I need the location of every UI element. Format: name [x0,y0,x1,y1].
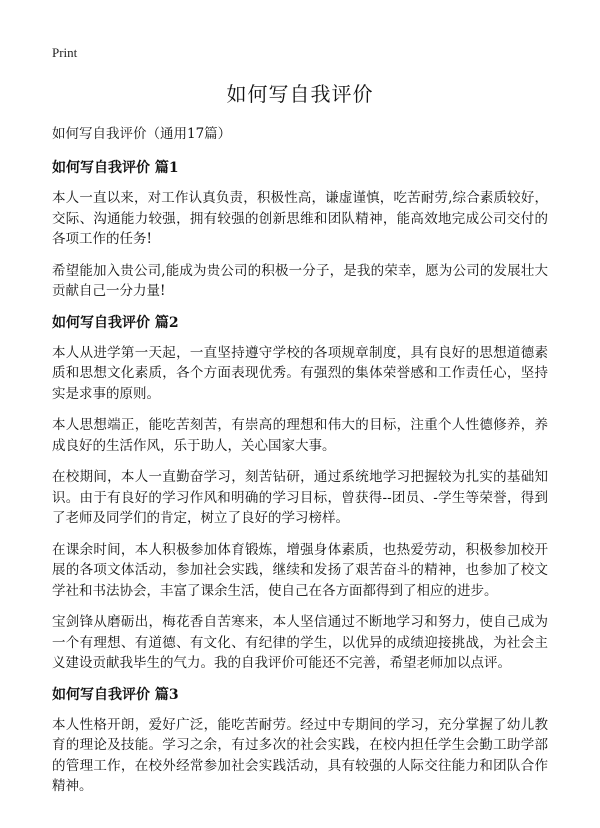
document-subtitle: 如何写自我评价（通用17篇） [52,126,232,142]
paragraph: 本人一直以来，对工作认真负责，积极性高，谦虚谨慎，吃苦耐劳,综合素质较好，交际、沟通能力较强，拥有较强的创新思维和团队精神，能高效地完成公司交付的各项工作的任务! [52,190,548,247]
section-heading: 如何写自我评价 篇2 [52,314,179,331]
page-title: 如何写自我评价 [226,82,374,106]
paragraph: 希望能加入贵公司,能成为贵公司的积极一分子，是我的荣幸，愿为公司的发展壮大贡献自己一分力量! [52,262,548,299]
paragraph: 宝剑锋从磨砺出，梅花香自苦寒来，本人坚信通过不断地学习和努力，使自己成为一个有理想、有道德、有文化、有纪律的学生，以优异的成绩迎接挑战，为社会主义建设贡献我毕生的气力。我的自我评价可能还不完善，希望老师加以点评。 [52,614,548,671]
paragraph: 本人从进学第一天起，一直坚持遵守学校的各项规章制度，具有良好的思想道德素质和思想文化素质，各个方面表现优秀。有强烈的集体荣誉感和工作责任心，坚持实是求事的原则。 [52,344,548,402]
section-3 [52,685,548,797]
print-link[interactable]: Print [52,45,78,60]
section-2 [52,313,548,674]
paragraph: 本人思想端正，能吃苦刻苦，有崇高的理想和伟大的目标，注重个人性德修养，养成良好的生活作风，乐于助人，关心国家大事。 [52,417,548,454]
section-1 [52,158,548,302]
section-heading: 如何写自我评价 篇1 [52,160,179,176]
section-heading: 如何写自我评价 篇3 [52,686,179,703]
paragraph: 在校期间，本人一直勤奋学习，刻苦钻研，通过系统地学习把握较为扎实的基础知识。由于有良好的学习作风和明确的学习目标，曾获得--团员、-学生等荣誉，得到了老师及同学们的肯定，树立了良好的学习榜样。 [52,469,548,526]
paragraph: 在课余时间，本人积极参加体育锻炼，增强身体素质，也热爱劳动，积极参加校开展的各项文体活动，参加社会实践，继续和发扬了艰苦奋斗的精神，也参加了校文学社和书法协会，丰富了课余生活，使自己在各方面都得到了相应的进步。 [52,541,548,599]
paragraph: 本人性格开朗，爱好广泛，能吃苦耐劳。经过中专期间的学习，充分掌握了幼儿教育的理论及技能。学习之余，有过多次的社会实践，在校内担任学生会勤工助学部的管理工作，在校外经常参加社会实践活动，具有较强的人际交往能力和团队合作精神。 [52,716,548,794]
